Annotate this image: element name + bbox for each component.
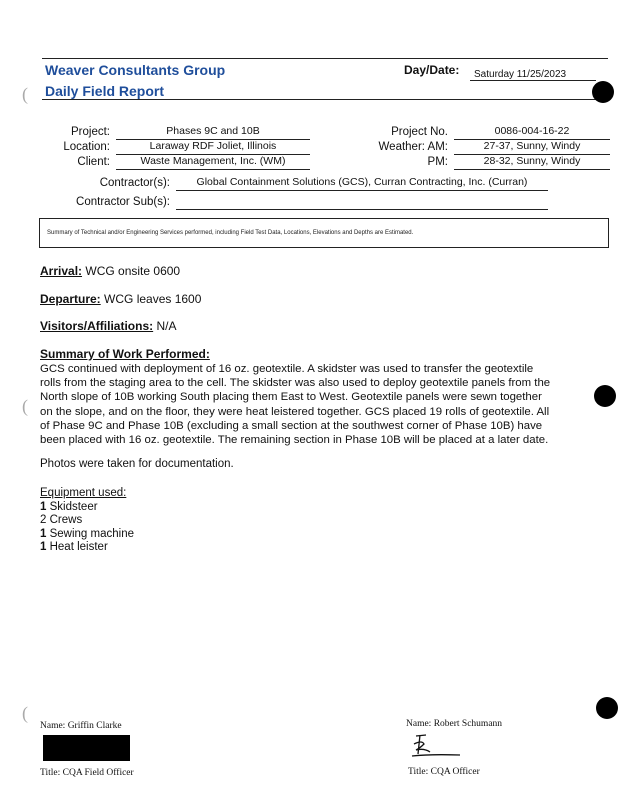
redacted-signature: [43, 735, 130, 761]
project-no-value: 0086-004-16-22: [454, 125, 610, 140]
right-signer-name: Name: Robert Schumann: [406, 719, 503, 729]
arrival-value: WCG onsite 0600: [85, 264, 181, 278]
weather-am-label: Weather: AM:: [378, 141, 448, 153]
arrival-label: Arrival:: [40, 264, 83, 278]
binder-hole-mark: [592, 81, 614, 103]
header-top-rule: [42, 58, 608, 59]
daydate-label: Day/Date:: [404, 63, 460, 77]
visitors-value: N/A: [156, 319, 177, 333]
work-line: on the slope, and on the floor, they were heat leistered together. GCS placed 19 rolls of geotextile. All: [40, 405, 550, 418]
work-line: GCS continued with deployment of 16 oz. geotextile. A skidster was used to transfer the geotextile: [40, 363, 534, 375]
project-label: Project:: [71, 126, 110, 138]
work-heading: Summary of Work Performed:: [40, 347, 210, 361]
equipment-item: 1 Sewing machine: [40, 527, 134, 540]
binder-hole-mark: [596, 697, 618, 719]
equipment-title: Equipment used:: [40, 487, 127, 499]
report-title: Daily Field Report: [45, 83, 165, 99]
header-bottom-rule: [42, 99, 597, 100]
work-line: North slope of 10B working South placing them East to West. Geotextile panels were sewn together: [40, 391, 542, 404]
weather-am-value: 27-37, Sunny, Windy: [454, 140, 610, 155]
company-name: Weaver Consultants Group: [45, 62, 226, 78]
daydate-value: Saturday 11/25/2023: [474, 69, 567, 80]
pm-value: 28-32, Sunny, Windy: [454, 155, 610, 170]
scan-mark: (: [22, 703, 28, 723]
project-value: Phases 9C and 10B: [116, 125, 310, 140]
work-line: been placed with 16 oz. geotextile. The remaining section in Phase 10B will be placed at a later date.: [40, 434, 549, 447]
location-value: Laraway RDF Joliet, Illinois: [116, 140, 310, 155]
contractor-subs-label: Contractor Sub(s):: [76, 196, 170, 208]
work-paragraph: [40, 362, 608, 447]
equipment-item: 1 Skidsteer: [40, 500, 98, 513]
contractor-subs-value: [176, 195, 548, 210]
daydate-underline: [470, 80, 596, 81]
summary-box: [39, 218, 609, 248]
left-signer-name: Name: Griffin Clarke: [40, 721, 122, 731]
work-line: of Phase 9C and Phase 10B (excluding a small section at the southwest corner of Phase 10B) have: [40, 419, 543, 432]
equipment-item: 2 Crews: [40, 514, 83, 527]
departure-value: WCG leaves 1600: [104, 292, 202, 306]
work-line: rolls from the staging area to the cell. The skidster was also used to deploy geotextile panels from the: [40, 377, 551, 390]
pm-label: PM:: [427, 156, 448, 168]
work-heading-line: [40, 347, 210, 361]
departure-label: Departure:: [40, 292, 101, 306]
visitors-line: [40, 319, 177, 333]
handwritten-signature-icon: [410, 732, 466, 762]
location-label: Location:: [63, 141, 110, 153]
visitors-label: Visitors/Affiliations:: [40, 319, 154, 333]
left-signer-title: Title: CQA Field Officer: [40, 768, 134, 778]
client-value: Waste Management, Inc. (WM): [116, 155, 310, 170]
contractors-label: Contractor(s):: [99, 177, 170, 189]
departure-line: [40, 292, 201, 306]
equipment-list: [40, 487, 134, 555]
photos-note: Photos were taken for documentation.: [40, 458, 234, 470]
scan-mark: (: [22, 396, 28, 416]
client-label: Client:: [77, 156, 110, 168]
arrival-line: [40, 264, 180, 278]
scan-mark: (: [22, 84, 28, 104]
right-signer-title: Title: CQA Officer: [408, 767, 480, 777]
summary-box-text: Summary of Technical and/or Engineering Services performed, including Field Test Data, Locations, Elevations and Depths are Estimated.: [47, 230, 414, 236]
contractors-value: Global Containment Solutions (GCS), Curran Contracting, Inc. (Curran): [176, 176, 548, 191]
project-no-label: Project No.: [391, 126, 448, 138]
equipment-item: 1 Heat leister: [40, 541, 108, 554]
